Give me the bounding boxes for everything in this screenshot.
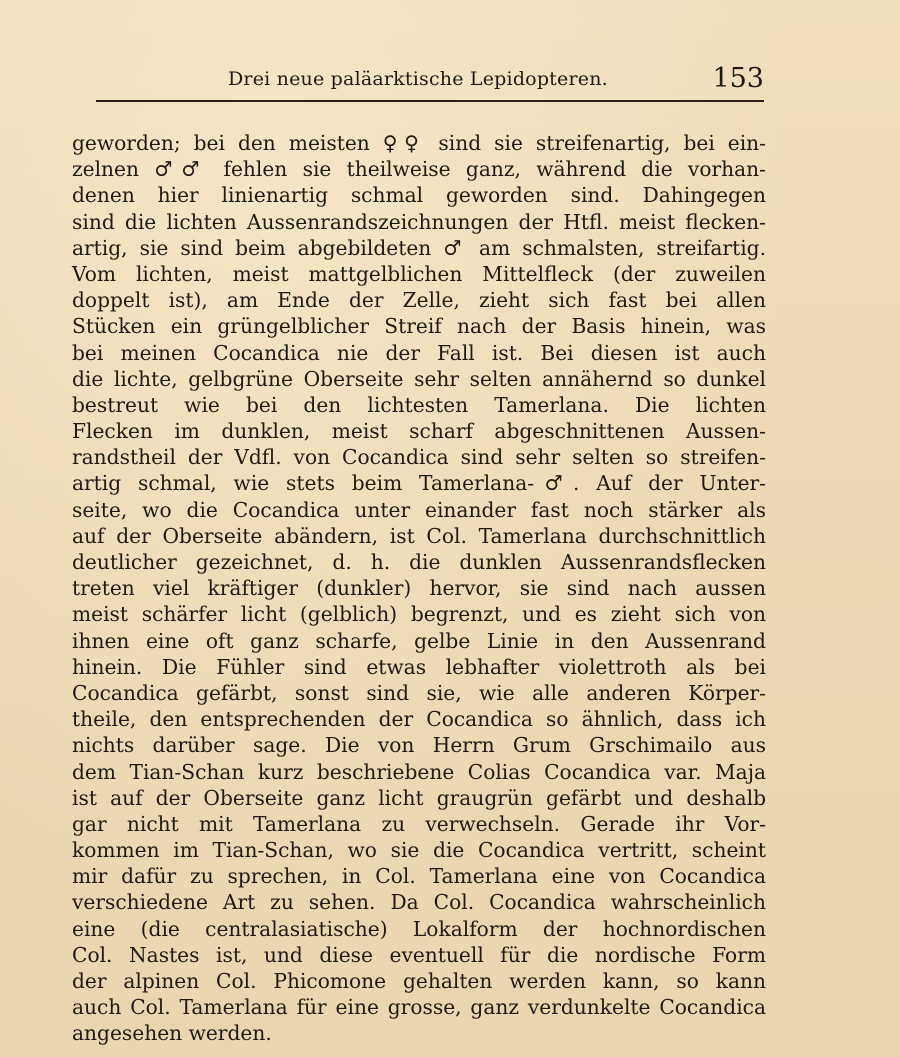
- text-line: denen hier linienartig schmal geworden sind. Dahingegen: [72, 183, 766, 208]
- text-line: eine (die centralasiatische) Lokalform der hochnordischen: [72, 916, 766, 941]
- text-line: Cocandica gefärbt, sonst sind sie, wie alle anderen Körper-: [72, 680, 766, 705]
- text-line: artig, sie sind beim abgebildeten ♂ am schmalsten, streifartig.: [72, 235, 766, 260]
- text-line: doppelt ist), am Ende der Zelle, zieht sich fast bei allen: [72, 288, 766, 313]
- text-line: artig schmal, wie stets beim Tamerlana-♂. Auf der Unter-: [72, 471, 766, 496]
- text-line: geworden; bei den meisten ♀♀ sind sie streifenartig, bei ein-: [72, 131, 766, 155]
- text-line: auch Col. Tamerlana für eine grosse, ganz verdunkelte Cocandica: [72, 995, 766, 1020]
- text-line: sind die lichten Aussenrandszeichnungen der Htfl. meist flecken-: [72, 209, 766, 234]
- text-line: deutlicher gezeichnet, d. h. die dunklen Aussenrandsflecken: [72, 550, 766, 574]
- text-line: Vom lichten, meist mattgelblichen Mittelfleck (der zuweilen: [72, 261, 766, 286]
- text-line: dem Tian-Schan kurz beschriebene Colias Cocandica var. Maja: [72, 759, 766, 784]
- text-line: gar nicht mit Tamerlana zu verwechseln. Gerade ihr Vor-: [72, 811, 766, 836]
- text-line: hinein. Die Fühler sind etwas lebhafter violettroth als bei: [72, 654, 766, 679]
- text-line: bestreut wie bei den lichtesten Tamerlana. Die lichten: [72, 392, 766, 417]
- text-line: verschiedene Art zu sehen. Da Col. Cocandica wahrscheinlich: [72, 890, 766, 915]
- text-line: bei meinen Cocandica nie der Fall ist. Bei diesen ist auch: [72, 340, 766, 365]
- text-line: auf der Oberseite abändern, ist Col. Tamerlana durchschnittlich: [72, 523, 766, 548]
- text-line: mir dafür zu sprechen, in Col. Tamerlana eine von Cocandica: [72, 864, 766, 889]
- text-line: Stücken ein grüngelblicher Streif nach der Basis hinein, was: [72, 314, 766, 339]
- text-line: seite, wo die Cocandica unter einander fast noch stärker als: [72, 497, 766, 522]
- text-line: randstheil der Vdfl. von Cocandica sind sehr selten so streifen-: [72, 445, 766, 470]
- text-line: ist auf der Oberseite ganz licht graugrün gefärbt und deshalb: [72, 785, 766, 810]
- text-line: ihnen eine oft ganz scharfe, gelbe Linie in den Aussenrand: [72, 628, 766, 653]
- page-header: [72, 60, 764, 104]
- text-line: treten viel kräftiger (dunkler) hervor, sie sind nach aussen: [72, 576, 766, 601]
- text-line: zelnen ♂♂ fehlen sie theilweise ganz, während die vorhan-: [72, 157, 766, 182]
- text-line: nichts darüber sage. Die von Herrn Grum Grschimailo aus: [72, 733, 766, 758]
- text-line: der alpinen Col. Phicomone gehalten werden kann, so kann: [72, 969, 766, 993]
- text-line: angesehen werden.: [72, 1021, 272, 1046]
- text-line: Flecken im dunklen, meist scharf abgeschnittenen Aussen-: [72, 419, 766, 444]
- text-line: meist schärfer licht (gelblich) begrenzt, und es zieht sich von: [72, 602, 766, 627]
- text-line: kommen im Tian-Schan, wo sie die Cocandica vertritt, scheint: [72, 838, 766, 863]
- text-line: Col. Nastes ist, und diese eventuell für die nordische Form: [72, 942, 766, 967]
- running-title: Drei neue paläarktische Lepidopteren.: [228, 68, 608, 90]
- page-number: 153: [712, 63, 764, 94]
- text-line: theile, den entsprechenden der Cocandica so ähnlich, dass ich: [72, 707, 766, 732]
- body-text: [72, 130, 766, 1047]
- header-rule: [96, 100, 764, 102]
- text-line: die lichte, gelbgrüne Oberseite sehr selten annähernd so dunkel: [72, 366, 766, 391]
